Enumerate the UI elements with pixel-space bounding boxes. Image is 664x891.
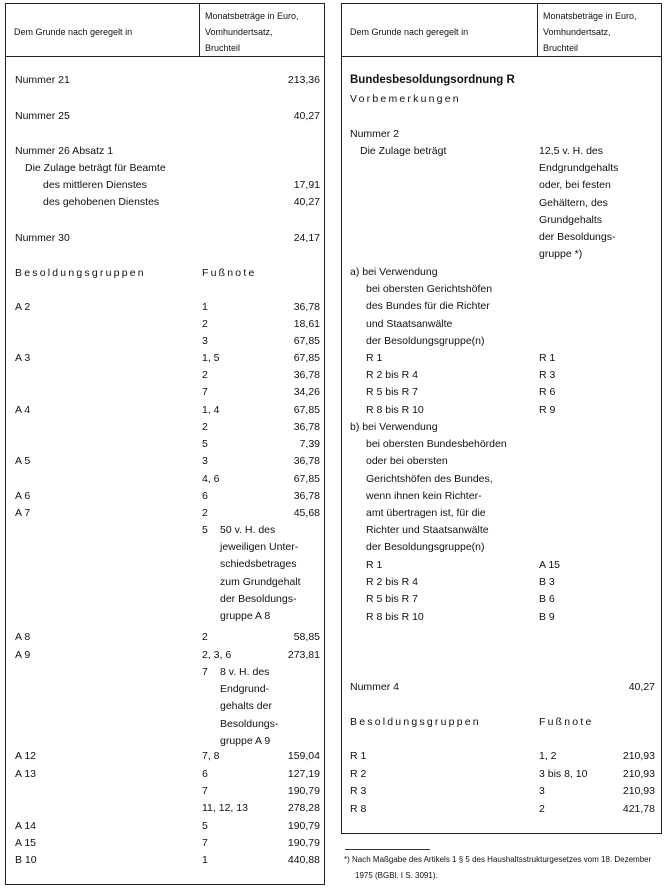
footnote-text: 1975 (BGBl. I S. 3091). [355, 871, 438, 880]
left-table-header [6, 4, 324, 57]
cell-text: 45,68 [293, 507, 320, 519]
cell-text: 2 [202, 369, 208, 381]
cell-text: R 1 [366, 559, 383, 571]
cell-text: 190,79 [287, 820, 320, 832]
section-subheading: Vorbemerkungen [350, 93, 461, 105]
cell-text: 159,04 [287, 750, 320, 762]
row-value: 24,17 [293, 232, 320, 244]
cell-text: 190,79 [287, 785, 320, 797]
cell-text: R 2 bis R 4 [366, 369, 418, 382]
header-basis-label: Dem Grunde nach geregelt in [14, 27, 133, 37]
cell-text: R 1 [350, 750, 367, 762]
cell-text: A 13 [15, 768, 37, 780]
cell-text: A 9 [15, 649, 31, 661]
cell-text: 1 [202, 301, 208, 313]
cell-text: A 3 [15, 352, 31, 364]
cell-text: und Staatsanwälte [366, 317, 453, 330]
cell-text: R 1 [366, 352, 383, 364]
cell-text: 4, 6 [202, 473, 220, 485]
cell-text: 2 [202, 421, 208, 433]
cell-text: A 15 [15, 837, 37, 849]
cell-text: 3 bis 8, 10 [539, 767, 588, 780]
row-label: Nummer 21 [15, 74, 70, 86]
cell-text: 67,85 [293, 352, 320, 364]
cell-text: gruppe A 8 [220, 610, 271, 622]
left-table [5, 3, 325, 885]
cell-text: 67,85 [293, 473, 320, 485]
cell-text: 6 [202, 768, 208, 780]
cell-text: der Besoldungs- [220, 592, 297, 605]
row-label: Nummer 25 [15, 110, 70, 122]
header-basis-label: Dem Grunde nach geregelt in [350, 27, 469, 37]
cell-text: oder, bei festen [539, 179, 611, 192]
cell-text: A 8 [15, 631, 31, 643]
cell-text: B 9 [539, 610, 555, 623]
cell-text: R 8 bis R 10 [366, 403, 424, 416]
right-table-header [342, 4, 661, 57]
cell-text: 7, 8 [202, 750, 220, 762]
cell-text: oder bei obersten [366, 455, 448, 468]
cell-text: 7 [202, 785, 208, 797]
cell-text: 36,78 [293, 490, 320, 502]
row-label: Nummer 26 Absatz 1 [15, 145, 114, 157]
cell-text: R 8 bis R 10 [366, 610, 424, 623]
footnote-header: Fußnote [539, 716, 594, 728]
header-amount-label: Monatsbeträge in Euro, Vomhundertsatz, Bruchteil [543, 11, 637, 53]
cell-text: R 3 [539, 369, 556, 382]
cell-text: A 6 [15, 490, 31, 502]
cell-text: 3 [202, 455, 208, 467]
cell-text: 8 v. H. des [220, 666, 270, 678]
cell-text: 11, 12, 13 [202, 802, 248, 814]
cell-text: 210,93 [622, 785, 655, 797]
cell-text: gruppe A 9 [220, 734, 271, 747]
row-label: Nummer 2 [350, 128, 400, 140]
cell-text: 50 v. H. des [220, 524, 276, 536]
cell-text: 36,78 [293, 421, 320, 433]
cell-text: der Besoldungsgruppe(n) [366, 541, 485, 554]
cell-text: R 3 [350, 785, 367, 797]
cell-text: A 12 [15, 750, 37, 762]
cell-text: 210,93 [622, 750, 655, 762]
cell-text: A 14 [15, 820, 37, 832]
cell-text: 2 [202, 318, 208, 330]
cell-text: 190,79 [287, 837, 320, 849]
cell-text: A 15 [539, 559, 561, 571]
header-amount-label: Monatsbeträge in Euro, Vomhundertsatz, Bruchteil [205, 11, 299, 53]
footnote-text: *) Nach Maßgabe des Artikels 1 § 5 des Haushaltsstrukturgesetzes vom 18. Dezember [344, 855, 652, 864]
cell-text: A 5 [15, 455, 31, 467]
row-value: 40,27 [293, 110, 320, 122]
cell-text: 34,26 [293, 386, 320, 398]
cell-text: bei obersten Bundesbehörden [366, 438, 507, 451]
row-label: Nummer 4 [350, 681, 400, 693]
cell-text: Richter und Staatsanwälte [366, 524, 489, 537]
cell-text: der Besoldungs- [539, 231, 616, 243]
footnote-separator [345, 849, 430, 850]
cell-text: Gerichtshöfen des Bundes, [366, 472, 493, 485]
cell-text: 1, 2 [539, 750, 557, 762]
cell-text: R 9 [539, 403, 556, 416]
right-table [341, 3, 662, 834]
section-heading: Bundesbesoldungsordnung R [350, 74, 515, 86]
cell-text: R 2 bis R 4 [366, 576, 418, 589]
cell-text: 7 [202, 837, 208, 849]
cell-text: 58,85 [293, 631, 320, 643]
cell-text: R 1 [539, 352, 556, 364]
cell-text: B 6 [539, 593, 555, 606]
cell-text: 2 [539, 802, 545, 815]
cell-text: Endgrund- [220, 683, 270, 696]
cell-text: 7,39 [299, 438, 320, 450]
cell-text: Endgrundgehalts [539, 162, 619, 175]
cell-text: 36,78 [293, 455, 320, 467]
section-title: Besoldungsgruppen [15, 267, 146, 279]
row-label: Nummer 30 [15, 232, 70, 244]
header-divider [199, 4, 200, 56]
cell-text: 2 [202, 631, 208, 643]
cell-text: bei obersten Gerichtshöfen [366, 283, 493, 296]
cell-text: der Besoldungsgruppe(n) [366, 334, 485, 347]
cell-text: zum Grundgehalt [220, 575, 301, 588]
header-divider [537, 4, 538, 56]
cell-text: 5 [202, 820, 208, 832]
row-label: Die Zulage beträgt für Beamte [25, 162, 166, 174]
cell-text: 6 [202, 490, 208, 502]
cell-text: A 7 [15, 507, 31, 519]
row-value: 17,91 [293, 179, 320, 191]
cell-text: 1, 4 [202, 404, 220, 416]
cell-text: R 6 [539, 386, 556, 399]
cell-text: des Bundes für die Richter [366, 300, 490, 313]
cell-text: 2, 3, 6 [202, 649, 232, 661]
cell-text: 36,78 [293, 369, 320, 381]
cell-text: Gehältern, des [539, 196, 608, 209]
cell-text: schiedsbetrages [220, 558, 297, 571]
cell-text: 127,19 [287, 768, 320, 780]
cell-text: 3 [539, 785, 545, 797]
section-title: Besoldungsgruppen [350, 716, 481, 728]
cell-text: A 4 [15, 404, 31, 416]
cell-text: b) bei Verwendung [350, 421, 438, 433]
cell-text: 7 [202, 386, 208, 398]
cell-text: 1, 5 [202, 352, 220, 364]
cell-text: amt übertragen ist, für die [366, 507, 486, 519]
cell-text: 67,85 [293, 335, 320, 347]
row-value: 40,27 [628, 681, 655, 693]
cell-text: wenn ihnen kein Richter- [366, 489, 482, 502]
cell-text: gehalts der [220, 700, 272, 713]
row-value: 40,27 [293, 196, 320, 208]
cell-text: gruppe *) [539, 248, 583, 261]
cell-text: B 3 [539, 576, 555, 589]
cell-text: a) bei Verwendung [350, 266, 438, 278]
cell-text: 67,85 [293, 404, 320, 416]
cell-text: 1 [202, 854, 208, 866]
cell-text: R 8 [350, 802, 367, 815]
cell-text: 12,5 v. H. des [539, 145, 604, 157]
cell-text: 440,88 [287, 854, 320, 866]
row-value: 213,36 [287, 74, 320, 86]
row-label: Die Zulage beträgt [360, 145, 447, 157]
cell-text: 278,28 [287, 802, 320, 814]
cell-text: R 2 [350, 767, 367, 780]
cell-text: 421,78 [622, 802, 655, 815]
footnote-header: Fußnote [202, 267, 257, 279]
cell-text: 36,78 [293, 301, 320, 313]
cell-text: R 5 bis R 7 [366, 386, 418, 399]
cell-text: A 2 [15, 301, 31, 313]
row-label: des gehobenen Dienstes [43, 196, 160, 208]
cell-text: Besoldungs- [220, 717, 279, 730]
cell-text: 273,81 [287, 649, 320, 661]
cell-text: 2 [202, 507, 208, 519]
cell-text: 210,93 [622, 767, 655, 780]
cell-text: 18,61 [293, 318, 320, 330]
cell-text: Grundgehalts [539, 213, 603, 226]
cell-text: 7 [202, 666, 208, 678]
cell-text: B 10 [15, 854, 37, 866]
cell-text: R 5 bis R 7 [366, 593, 418, 606]
cell-text: 5 [202, 438, 208, 450]
cell-text: 3 [202, 335, 208, 347]
cell-text: 5 [202, 524, 208, 536]
row-label: des mittleren Dienstes [43, 179, 147, 191]
cell-text: jeweiligen Unter- [220, 541, 299, 554]
